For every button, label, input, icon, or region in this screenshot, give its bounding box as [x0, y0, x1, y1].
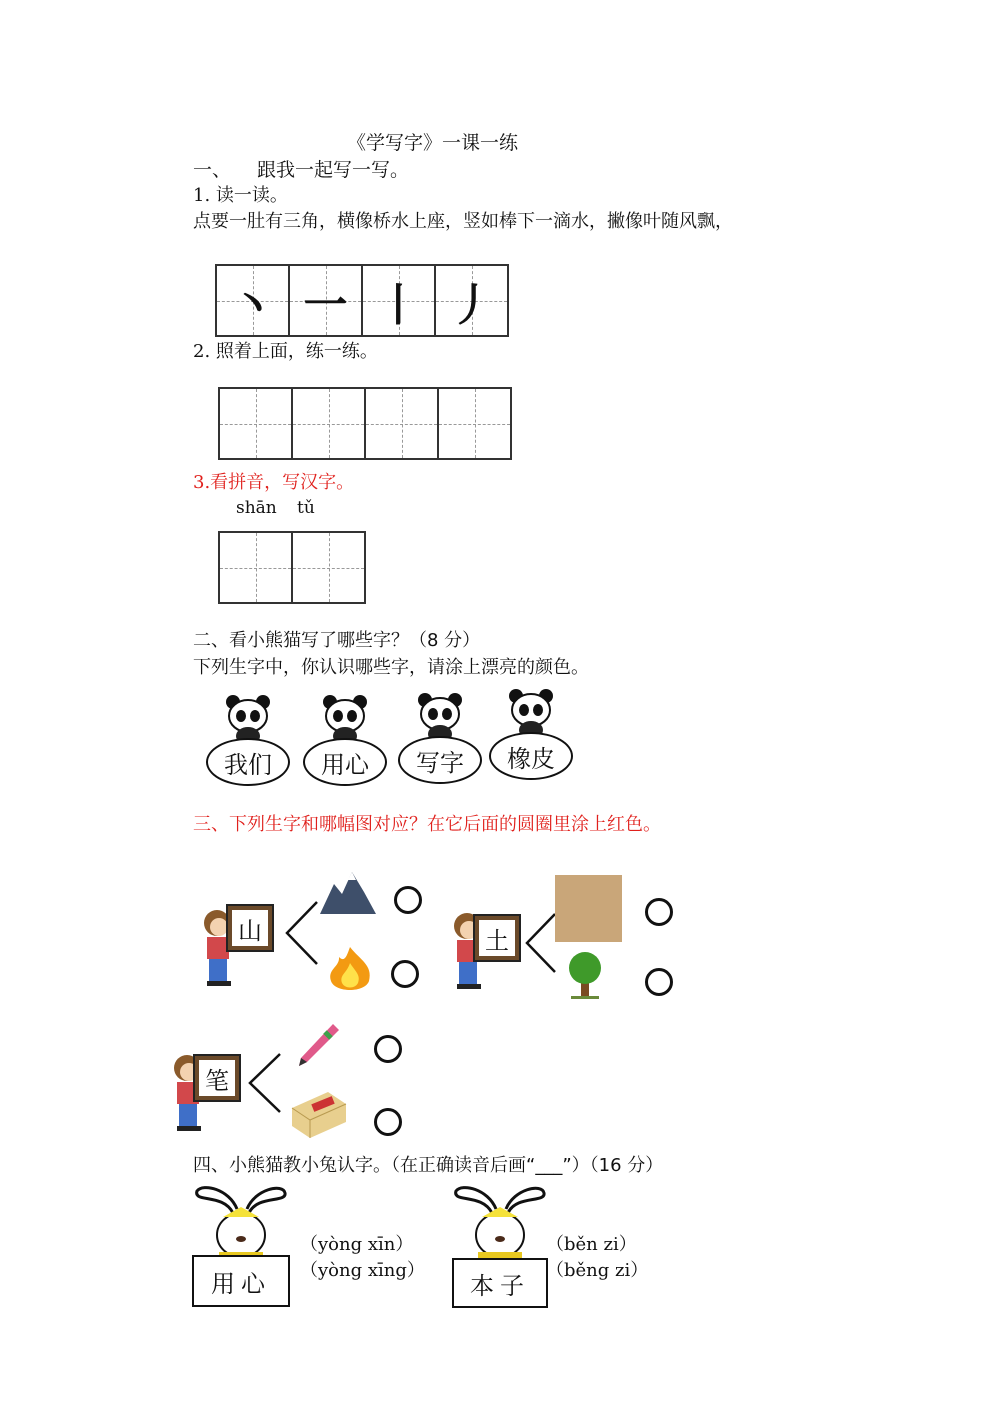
- section4-heading: 四、小熊猫教小兔认字。（在正确读音后画“___”）（16 分）: [193, 1155, 664, 1176]
- answer-circle-soil[interactable]: [645, 898, 673, 926]
- panda-word: 用心: [303, 738, 387, 786]
- section1-heading: 跟我一起写一写。: [257, 159, 410, 181]
- panda-word: 写字: [398, 736, 482, 784]
- writing-cell[interactable]: [439, 389, 510, 458]
- writing-cell[interactable]: [293, 389, 366, 458]
- stroke-cell: [290, 266, 363, 335]
- q3-label: 3.看拼音，写汉字。: [193, 472, 355, 493]
- q2-label: 2. 照着上面，练一练。: [193, 341, 378, 362]
- pinyin-tu: tǔ: [297, 498, 315, 518]
- pinyin-grid[interactable]: [218, 531, 366, 604]
- writing-cell[interactable]: [220, 389, 293, 458]
- rabbit-illustration: [452, 1183, 547, 1261]
- answer-circle-pencil[interactable]: [374, 1035, 402, 1063]
- page-title: 《学写字》一课一练: [347, 132, 519, 154]
- bracket-icon: [283, 898, 321, 968]
- answer-circle-tree[interactable]: [645, 968, 673, 996]
- stroke-cell: [436, 266, 507, 335]
- answer-circle-fire[interactable]: [391, 960, 419, 988]
- word-card-benzi: 本子: [452, 1258, 548, 1308]
- word-card-yongxin: 用心: [192, 1255, 290, 1307]
- writing-cell[interactable]: [220, 533, 293, 602]
- char-board-shan: 山: [228, 906, 272, 950]
- pinyin-option[interactable]: （běn zi）: [546, 1234, 637, 1255]
- q1-label: 1. 读一读。: [193, 185, 288, 206]
- char-board-tu: 土: [475, 916, 519, 960]
- pinyin-option[interactable]: （běng zi）: [546, 1260, 649, 1281]
- section1-number: 一、: [193, 159, 232, 181]
- pinyin-shan: shān: [236, 498, 277, 518]
- mountain-picture: [320, 870, 376, 916]
- pencil-picture: [295, 1020, 341, 1070]
- writing-cell[interactable]: [293, 533, 364, 602]
- stroke-grid: [215, 264, 509, 337]
- answer-circle-mountain[interactable]: [394, 886, 422, 914]
- tree-picture: [563, 950, 607, 1000]
- section2-heading: 二、看小熊猫写了哪些字？（8 分）: [193, 630, 481, 651]
- fire-picture: [325, 945, 375, 995]
- stroke-vertical: 丨: [376, 279, 421, 331]
- stroke-dot: 丶: [230, 279, 275, 331]
- verse-text: 点要一肚有三角，横像桥水上座，竖如棒下一滴水，撇像叶随风飘，: [193, 211, 733, 232]
- stroke-cell: [363, 266, 436, 335]
- eraser-picture: [288, 1088, 350, 1140]
- bracket-icon: [246, 1050, 284, 1116]
- stroke-horizontal: 一: [303, 279, 348, 331]
- pinyin-option[interactable]: （yòng xīn）: [300, 1234, 414, 1255]
- char-board-bi: 笔: [195, 1056, 239, 1100]
- stroke-cell: [217, 266, 290, 335]
- panda-item[interactable]: [302, 692, 388, 788]
- writing-cell[interactable]: [366, 389, 439, 458]
- panda-word: 我们: [206, 738, 290, 786]
- panda-item[interactable]: [488, 686, 574, 782]
- stroke-left-falling: 丿: [449, 279, 494, 331]
- panda-item[interactable]: [397, 690, 483, 786]
- answer-circle-eraser[interactable]: [374, 1108, 402, 1136]
- bracket-icon: [523, 910, 559, 976]
- section2-instruction: 下列生字中，你认识哪些字，请涂上漂亮的颜色。: [193, 657, 589, 678]
- panda-item[interactable]: [205, 692, 291, 788]
- section3-heading: 三、下列生字和哪幅图对应？在它后面的圆圈里涂上红色。: [193, 814, 661, 835]
- rabbit-illustration: [193, 1183, 288, 1261]
- panda-word: 橡皮: [489, 732, 573, 780]
- soil-picture: [555, 875, 622, 942]
- practice-grid[interactable]: [218, 387, 512, 460]
- pinyin-option[interactable]: （yòng xīng）: [300, 1260, 425, 1281]
